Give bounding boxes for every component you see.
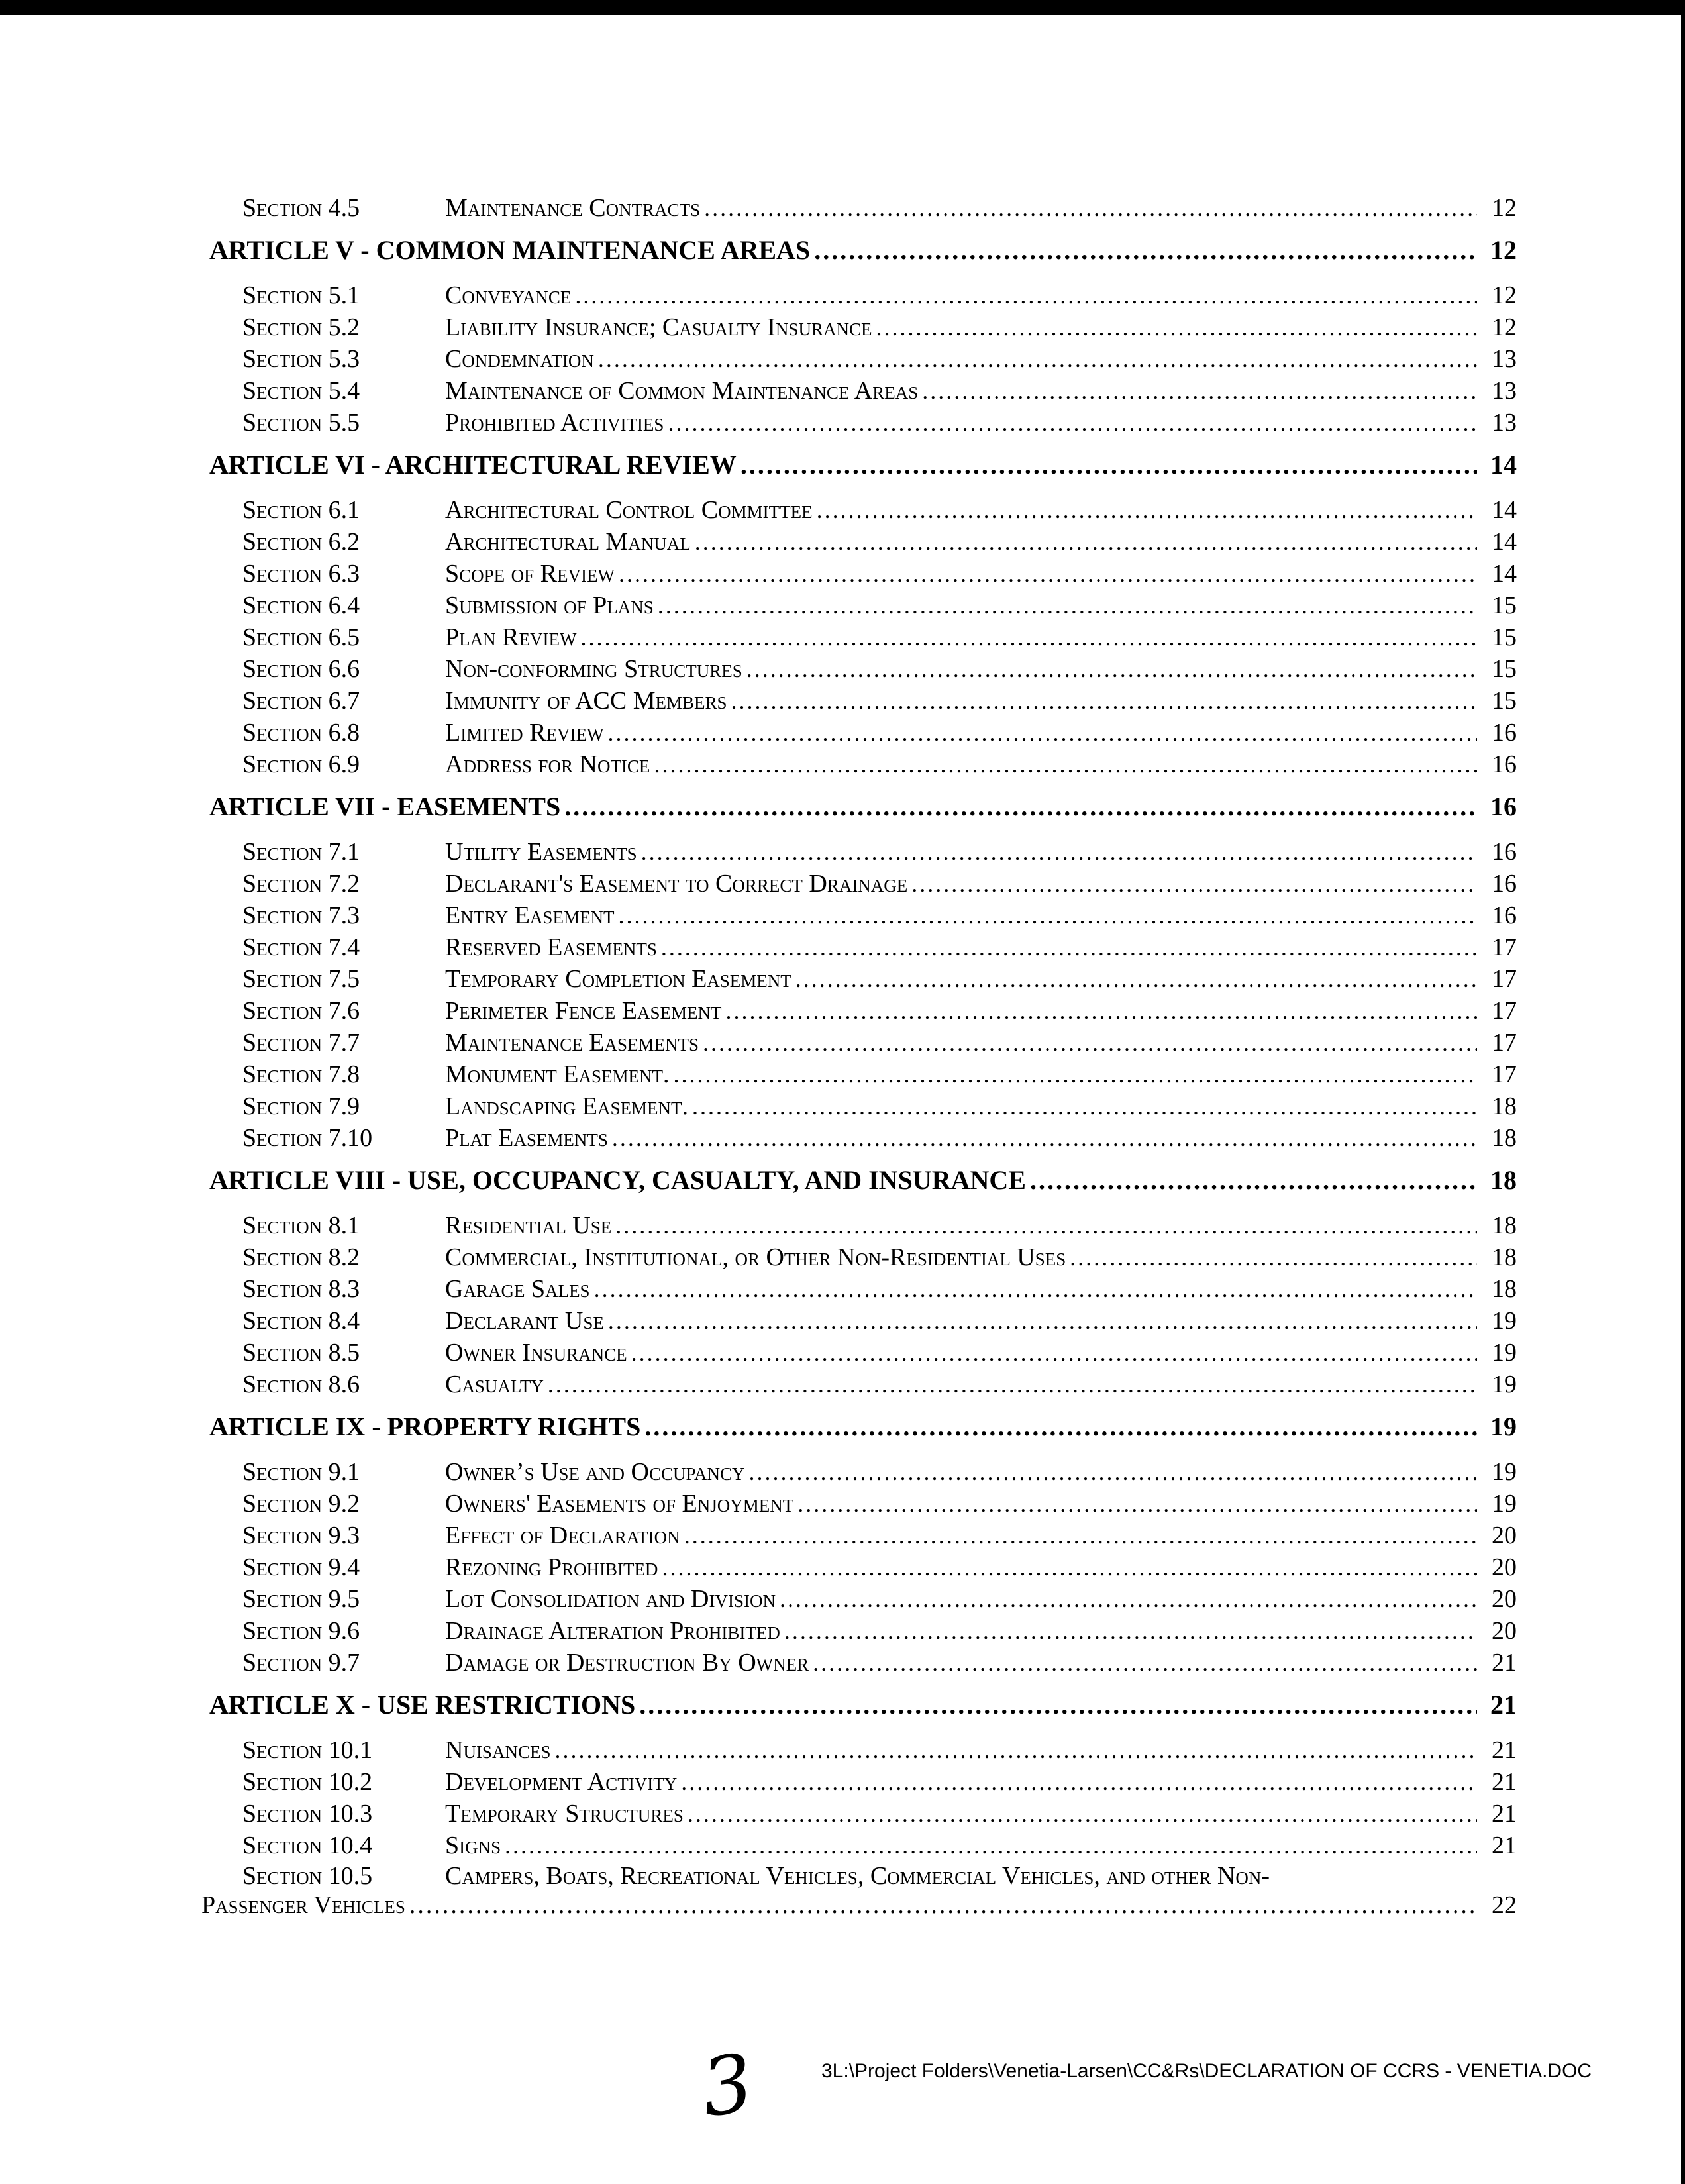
- scan-top-border: [0, 0, 1685, 15]
- toc-article-heading: [199, 448, 1517, 482]
- page-number: 16: [1492, 870, 1517, 898]
- article-title: ARTICLE X - USE RESTRICTIONS: [209, 1690, 636, 1720]
- section-number: Section 10.5: [242, 1862, 373, 1890]
- toc-section-entry: [199, 1583, 1517, 1615]
- dot-leader: [681, 1766, 1477, 1798]
- scan-right-border: [1681, 0, 1685, 2184]
- page-number: 13: [1492, 345, 1517, 373]
- page-number: 15: [1492, 687, 1517, 715]
- toc-section-entry: [199, 1456, 1517, 1488]
- page-number: 20: [1492, 1553, 1517, 1581]
- dot-leader: [876, 311, 1477, 343]
- section-number: Section 8.5: [242, 1339, 360, 1367]
- dot-leader: [797, 1488, 1477, 1520]
- section-number: Section 6.9: [242, 751, 360, 778]
- toc-section-entry: [199, 685, 1517, 717]
- page-number: 18: [1492, 1092, 1517, 1120]
- dot-leader: [795, 963, 1477, 995]
- dot-leader: [554, 1734, 1477, 1766]
- section-number: Section 6.2: [242, 528, 360, 556]
- toc-section-entry: [199, 1369, 1517, 1400]
- dot-leader: [658, 590, 1477, 621]
- toc-section-entry: [199, 526, 1517, 558]
- dot-leader: [594, 1273, 1477, 1305]
- page-number: 17: [1492, 1029, 1517, 1057]
- section-title: Conveyance: [445, 282, 572, 309]
- toc-section-entry: [199, 1830, 1517, 1861]
- section-number: Section 9.4: [242, 1553, 360, 1581]
- section-title: Declarant's Easement to Correct Drainage: [445, 870, 908, 898]
- section-number: Section 7.5: [242, 965, 360, 993]
- toc-section-entry: [199, 192, 1517, 224]
- page-number: 21: [1490, 1690, 1517, 1720]
- section-number: Section 7.10: [242, 1124, 373, 1152]
- article-title: ARTICLE VI - ARCHITECTURAL REVIEW: [209, 450, 737, 480]
- dot-leader: [580, 621, 1477, 653]
- toc-section-entry: [199, 1861, 1517, 1920]
- toc-section-entry: [199, 558, 1517, 590]
- dot-leader: [1030, 1163, 1477, 1198]
- toc-section-entry: [199, 1241, 1517, 1273]
- dot-leader: [780, 1583, 1477, 1615]
- page-number: 16: [1492, 751, 1517, 778]
- page-number: 20: [1492, 1522, 1517, 1549]
- dot-leader: [639, 1688, 1477, 1722]
- toc-section-entry: [199, 1059, 1517, 1090]
- section-title: Landscaping Easement.: [445, 1092, 688, 1120]
- section-number: Section 5.5: [242, 409, 360, 437]
- page-number: 20: [1492, 1617, 1517, 1645]
- page-number: 14: [1492, 560, 1517, 588]
- section-title-continued: Passenger Vehicles: [201, 1891, 405, 1919]
- dot-leader: [725, 995, 1477, 1027]
- toc-section-entry: [199, 836, 1517, 868]
- page-number: 21: [1492, 1800, 1517, 1828]
- section-title: Immunity of ACC Members: [445, 687, 727, 715]
- toc-section-entry: [199, 621, 1517, 653]
- section-number: Section 6.3: [242, 560, 360, 588]
- section-title: Prohibited Activities: [445, 409, 664, 437]
- page-number: 18: [1490, 1165, 1517, 1195]
- toc-section-entry: [199, 868, 1517, 900]
- section-title: Temporary Structures: [445, 1800, 684, 1828]
- section-title: Owner’s Use and Occupancy: [445, 1458, 745, 1486]
- dot-leader: [817, 494, 1477, 526]
- toc-article-heading: [199, 790, 1517, 824]
- dot-leader: [575, 280, 1477, 311]
- section-title: Non-conforming Structures: [445, 655, 742, 683]
- toc-section-entry: [199, 1337, 1517, 1369]
- section-number: Section 10.4: [242, 1832, 373, 1859]
- dot-leader: [746, 653, 1477, 685]
- page-number: 19: [1492, 1371, 1517, 1398]
- section-number: Section 8.3: [242, 1275, 360, 1303]
- page-number: 18: [1492, 1275, 1517, 1303]
- section-title: Plan Review: [445, 623, 577, 651]
- dot-leader: [505, 1830, 1477, 1861]
- article-title: ARTICLE VII - EASEMENTS: [209, 792, 561, 821]
- section-number: Section 6.6: [242, 655, 360, 683]
- page-number: 21: [1492, 1832, 1517, 1859]
- article-title: ARTICLE V - COMMON MAINTENANCE AREAS: [209, 235, 811, 265]
- toc-section-entry: [199, 280, 1517, 311]
- toc-section-entry: [199, 1766, 1517, 1798]
- page-number: 21: [1492, 1768, 1517, 1796]
- toc-section-entry: [199, 590, 1517, 621]
- section-title: Address for Notice: [445, 751, 650, 778]
- toc-section-entry: [199, 311, 1517, 343]
- dot-leader: [692, 1090, 1477, 1122]
- dot-leader: [749, 1456, 1477, 1488]
- toc-section-entry: [199, 717, 1517, 749]
- table-of-contents: [199, 192, 1517, 1920]
- section-number: Section 9.7: [242, 1649, 360, 1677]
- page-number: 16: [1492, 902, 1517, 929]
- page-number: 14: [1492, 496, 1517, 524]
- page-number: 14: [1492, 528, 1517, 556]
- section-title: Development Activity: [445, 1768, 678, 1796]
- section-number: Section 9.3: [242, 1522, 360, 1549]
- page-number: 19: [1492, 1339, 1517, 1367]
- toc-section-entry: [199, 1647, 1517, 1679]
- section-title: Casualty: [445, 1371, 544, 1398]
- toc-section-entry: [199, 1305, 1517, 1337]
- dot-leader: [784, 1615, 1477, 1647]
- section-number: Section 6.8: [242, 719, 360, 747]
- section-number: Section 7.7: [242, 1029, 360, 1057]
- section-title: Owner Insurance: [445, 1339, 627, 1367]
- page-number: 12: [1492, 194, 1517, 222]
- section-number: Section 9.5: [242, 1585, 360, 1613]
- article-title: ARTICLE IX - PROPERTY RIGHTS: [209, 1412, 641, 1441]
- toc-article-heading: [199, 1410, 1517, 1444]
- toc-section-entry: [199, 1798, 1517, 1830]
- toc-section-entry: [199, 1734, 1517, 1766]
- dot-leader: [619, 558, 1477, 590]
- page-number: 18: [1492, 1212, 1517, 1239]
- page-number: 19: [1490, 1412, 1517, 1441]
- dot-leader: [688, 1798, 1477, 1830]
- dot-leader: [1070, 1241, 1477, 1273]
- section-number: Section 10.3: [242, 1800, 373, 1828]
- section-number: Section 7.6: [242, 997, 360, 1025]
- page-number: 17: [1492, 1061, 1517, 1088]
- section-title: Temporary Completion Easement: [445, 965, 791, 993]
- toc-section-entry: [199, 1615, 1517, 1647]
- section-number: Section 8.4: [242, 1307, 360, 1335]
- section-number: Section 6.1: [242, 496, 360, 524]
- dot-leader: [740, 448, 1477, 482]
- section-title: Monument Easement.: [445, 1061, 670, 1088]
- toc-section-entry: [199, 995, 1517, 1027]
- page-number: 22: [1492, 1891, 1517, 1919]
- dot-leader: [644, 1410, 1477, 1444]
- page-number: 12: [1490, 235, 1517, 265]
- section-title: Submission of Plans: [445, 592, 654, 619]
- section-title: Perimeter Fence Easement: [445, 997, 722, 1025]
- dot-leader: [703, 1027, 1477, 1059]
- dot-leader: [922, 375, 1477, 407]
- dot-leader: [631, 1337, 1477, 1369]
- section-title: Architectural Manual: [445, 528, 691, 556]
- dot-leader: [813, 1647, 1477, 1679]
- section-number: Section 6.5: [242, 623, 360, 651]
- toc-article-heading: [199, 233, 1517, 268]
- dot-leader: [641, 836, 1477, 868]
- section-title: Garage Sales: [445, 1275, 590, 1303]
- dot-leader: [684, 1520, 1477, 1551]
- section-title: Damage or Destruction By Owner: [445, 1649, 809, 1677]
- dot-leader: [674, 1059, 1478, 1090]
- toc-section-entry: [199, 900, 1517, 931]
- page-number: 19: [1492, 1458, 1517, 1486]
- section-number: Section 9.2: [242, 1490, 360, 1518]
- section-title: Effect of Declaration: [445, 1522, 680, 1549]
- section-number: Section 9.6: [242, 1617, 360, 1645]
- section-number: Section 5.3: [242, 345, 360, 373]
- page-number: 17: [1492, 933, 1517, 961]
- section-title: Campers, Boats, Recreational Vehicles, Commercial Vehicles, and other Non-: [445, 1862, 1270, 1890]
- section-title: Maintenance Easements: [445, 1029, 699, 1057]
- toc-section-entry: [199, 963, 1517, 995]
- toc-section-entry: [199, 1122, 1517, 1154]
- dot-leader: [548, 1369, 1477, 1400]
- handwritten-page-number: 3: [695, 2037, 759, 2136]
- section-title: Scope of Review: [445, 560, 615, 588]
- section-number: Section 10.1: [242, 1736, 373, 1764]
- dot-leader: [615, 1210, 1477, 1241]
- section-number: Section 8.6: [242, 1371, 360, 1398]
- toc-section-entry: [199, 1273, 1517, 1305]
- toc-section-entry: [199, 1520, 1517, 1551]
- dot-leader: [911, 868, 1477, 900]
- section-number: Section 5.2: [242, 313, 360, 341]
- page-number: 12: [1492, 313, 1517, 341]
- section-number: Section 7.4: [242, 933, 360, 961]
- section-number: Section 7.8: [242, 1061, 360, 1088]
- section-title: Owners' Easements of Enjoyment: [445, 1490, 794, 1518]
- dot-leader: [668, 407, 1477, 439]
- toc-section-entry: [199, 343, 1517, 375]
- page-number: 17: [1492, 965, 1517, 993]
- section-number: Section 5.4: [242, 377, 360, 405]
- toc-section-entry: [199, 375, 1517, 407]
- page-number: 21: [1492, 1649, 1517, 1677]
- page-number: 19: [1492, 1307, 1517, 1335]
- section-number: Section 10.2: [242, 1768, 373, 1796]
- dot-leader: [598, 343, 1477, 375]
- page-number: 18: [1492, 1124, 1517, 1152]
- section-title: Signs: [445, 1832, 501, 1859]
- section-number: Section 8.1: [242, 1212, 360, 1239]
- dot-leader: [695, 526, 1477, 558]
- dot-leader: [661, 931, 1477, 963]
- footer-file-path: 3L:\Project Folders\Venetia-Larsen\CC&Rs\DECLARATION OF CCRS - VENETIA.DOC: [821, 2060, 1592, 2082]
- dot-leader: [608, 1305, 1477, 1337]
- section-title: Plat Easements: [445, 1124, 608, 1152]
- section-title: Limited Review: [445, 719, 604, 747]
- page-number: 13: [1492, 409, 1517, 437]
- page-number: 19: [1492, 1490, 1517, 1518]
- section-number: Section 7.3: [242, 902, 360, 929]
- dot-leader: [564, 790, 1477, 824]
- toc-section-entry: [199, 407, 1517, 439]
- page-number: 17: [1492, 997, 1517, 1025]
- toc-section-entry: [199, 1027, 1517, 1059]
- toc-article-heading: [199, 1163, 1517, 1198]
- section-title: Commercial, Institutional, or Other Non-Residential Uses: [445, 1243, 1066, 1271]
- section-title: Lot Consolidation and Division: [445, 1585, 776, 1613]
- page-number: 21: [1492, 1736, 1517, 1764]
- page-number: 16: [1492, 719, 1517, 747]
- page-number: 13: [1492, 377, 1517, 405]
- page-number: 20: [1492, 1585, 1517, 1613]
- toc-section-entry: [199, 931, 1517, 963]
- toc-section-entry: [199, 494, 1517, 526]
- toc-section-entry: [199, 653, 1517, 685]
- page-number: 15: [1492, 655, 1517, 683]
- section-number: Section 7.1: [242, 838, 360, 866]
- section-title: Drainage Alteration Prohibited: [445, 1617, 780, 1645]
- page-number: 18: [1492, 1243, 1517, 1271]
- toc-section-entry: [199, 1551, 1517, 1583]
- toc-section-entry: [199, 749, 1517, 780]
- dot-leader: [814, 233, 1477, 268]
- page-number: 12: [1492, 282, 1517, 309]
- page-number: 15: [1492, 592, 1517, 619]
- dot-leader: [608, 717, 1478, 749]
- section-number: Section 4.5: [242, 194, 360, 222]
- section-title: Maintenance of Common Maintenance Areas: [445, 377, 919, 405]
- toc-section-entry: [199, 1090, 1517, 1122]
- section-number: Section 8.2: [242, 1243, 360, 1271]
- section-number: Section 9.1: [242, 1458, 360, 1486]
- section-title: Entry Easement: [445, 902, 615, 929]
- section-title: Architectural Control Committee: [445, 496, 813, 524]
- section-title: Reserved Easements: [445, 933, 657, 961]
- section-number: Section 6.7: [242, 687, 360, 715]
- section-title: Maintenance Contracts: [445, 194, 701, 222]
- section-title: Liability Insurance; Casualty Insurance: [445, 313, 872, 341]
- section-title: Rezoning Prohibited: [445, 1553, 658, 1581]
- section-title: Condemnation: [445, 345, 594, 373]
- page-number: 16: [1490, 792, 1517, 821]
- article-title: ARTICLE VIII - USE, OCCUPANCY, CASUALTY, AND INSURANCE: [209, 1165, 1026, 1195]
- section-number: Section 7.2: [242, 870, 360, 898]
- page-number: 14: [1490, 450, 1517, 480]
- page-number: 16: [1492, 838, 1517, 866]
- dot-leader: [618, 900, 1477, 931]
- toc-section-entry: [199, 1488, 1517, 1520]
- section-number: Section 5.1: [242, 282, 360, 309]
- dot-leader: [731, 685, 1477, 717]
- section-title: Nuisances: [445, 1736, 551, 1764]
- toc-section-entry: [199, 1210, 1517, 1241]
- section-title: Utility Easements: [445, 838, 637, 866]
- dot-leader: [662, 1551, 1477, 1583]
- section-title: Declarant Use: [445, 1307, 604, 1335]
- section-number: Section 7.9: [242, 1092, 360, 1120]
- section-number: Section 6.4: [242, 592, 360, 619]
- dot-leader: [409, 1891, 1477, 1920]
- dot-leader: [612, 1122, 1477, 1154]
- section-title: Residential Use: [445, 1212, 612, 1239]
- dot-leader: [654, 749, 1477, 780]
- toc-article-heading: [199, 1688, 1517, 1722]
- dot-leader: [704, 192, 1477, 224]
- page-number: 15: [1492, 623, 1517, 651]
